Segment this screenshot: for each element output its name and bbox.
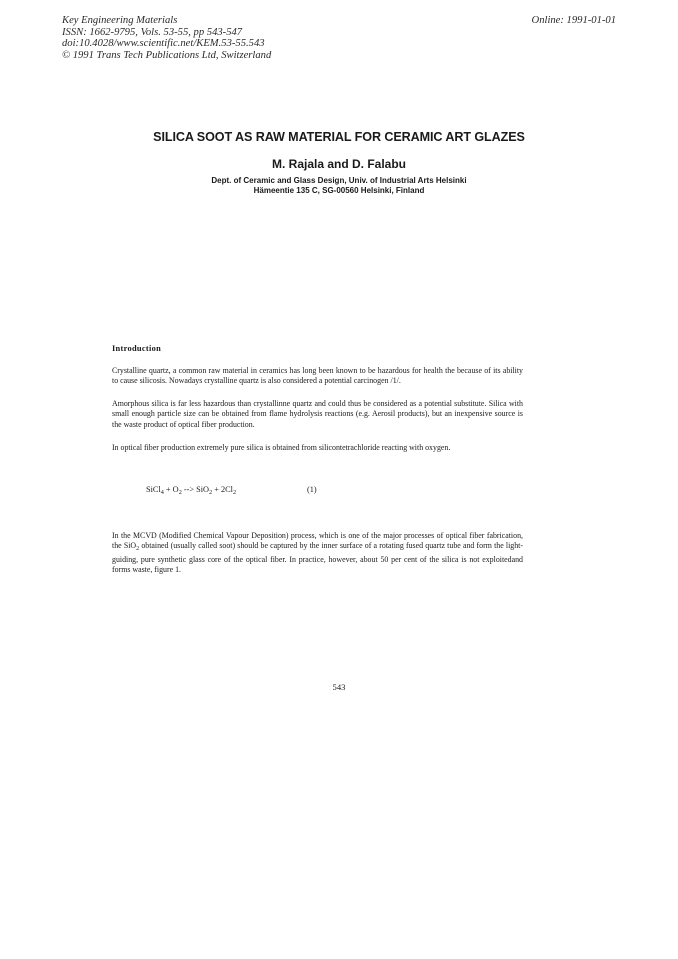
chemical-equation: [146, 485, 236, 496]
section-heading: Introduction: [112, 344, 162, 353]
page-number: 543: [332, 682, 346, 692]
affiliation-line-1: Dept. of Ceramic and Glass Design, Univ. of Industrial Arts Helsinki: [211, 176, 467, 185]
journal-name: Key Engineering Materials: [62, 15, 178, 26]
paragraph-2: Amorphous silica is far less hazardous than crystallinne quartz and could thus be considered as a potential substitute. Silica with small enough particle size can be obtained from flame hydrolysis reactions (e.g. Aerosil products), but an inexpensive source is the waste product of optical fiber production.: [112, 399, 523, 429]
paragraph-4: [112, 531, 523, 576]
journal-header: [62, 15, 422, 61]
online-date: Online: 1991-01-01: [531, 15, 616, 26]
paper-title: SILICA SOOT AS RAW MATERIAL FOR CERAMIC ART GLAZES: [153, 130, 525, 144]
equation-term-3: --> SiO: [181, 485, 210, 494]
equation-term-2: + O: [163, 485, 179, 494]
paragraph-4-part-2: obtained (usually called soot) should be captured by the inner surface of a rotating fused quartz tube and form the light-guiding, pure synthetic glass core of the optical fiber. In practice, however, about 50 per cent of the silica is not exploitedand forms waste, figure 1.: [112, 541, 523, 575]
equation-number: (1): [307, 485, 317, 494]
equation-term-4: + 2Cl: [212, 485, 233, 494]
equation-term-1: SiCl: [146, 485, 161, 494]
doi-line: doi:10.4028/www.scientific.net/KEM.53-55.543: [62, 38, 265, 50]
copyright-line: © 1991 Trans Tech Publications Ltd, Switzerland: [62, 49, 272, 61]
equation-sub-2: 2: [178, 489, 182, 496]
paragraph-3: In optical fiber production extremely pure silica is obtained from silicontetrachloride reacting with oxygen.: [112, 443, 451, 452]
equation-sub-1: 4: [160, 489, 164, 496]
paper-authors: M. Rajala and D. Falabu: [271, 157, 407, 171]
paragraph-4-subscript: 2: [136, 546, 140, 553]
equation-sub-4: 2: [232, 489, 237, 496]
paragraph-4-part-1: In the MCVD (Modified Chemical Vapour Deposition) process, which is one of the major processes of optical fiber fabrication, the SiO: [112, 531, 523, 551]
affiliation-line-2: Hämeentie 135 C, SG-00560 Helsinki, Finland: [253, 186, 425, 195]
issn-line: ISSN: 1662-9795, Vols. 53-55, pp 543-547: [62, 26, 243, 38]
paragraph-1: Crystalline quartz, a common raw material in ceramics has long been known to be hazardous for health the because of its ability to cause silicosis. Nowadays crystalline quartz is also considered a potential carcinogen /1/.: [112, 366, 523, 386]
equation-sub-3: 2: [209, 489, 213, 496]
